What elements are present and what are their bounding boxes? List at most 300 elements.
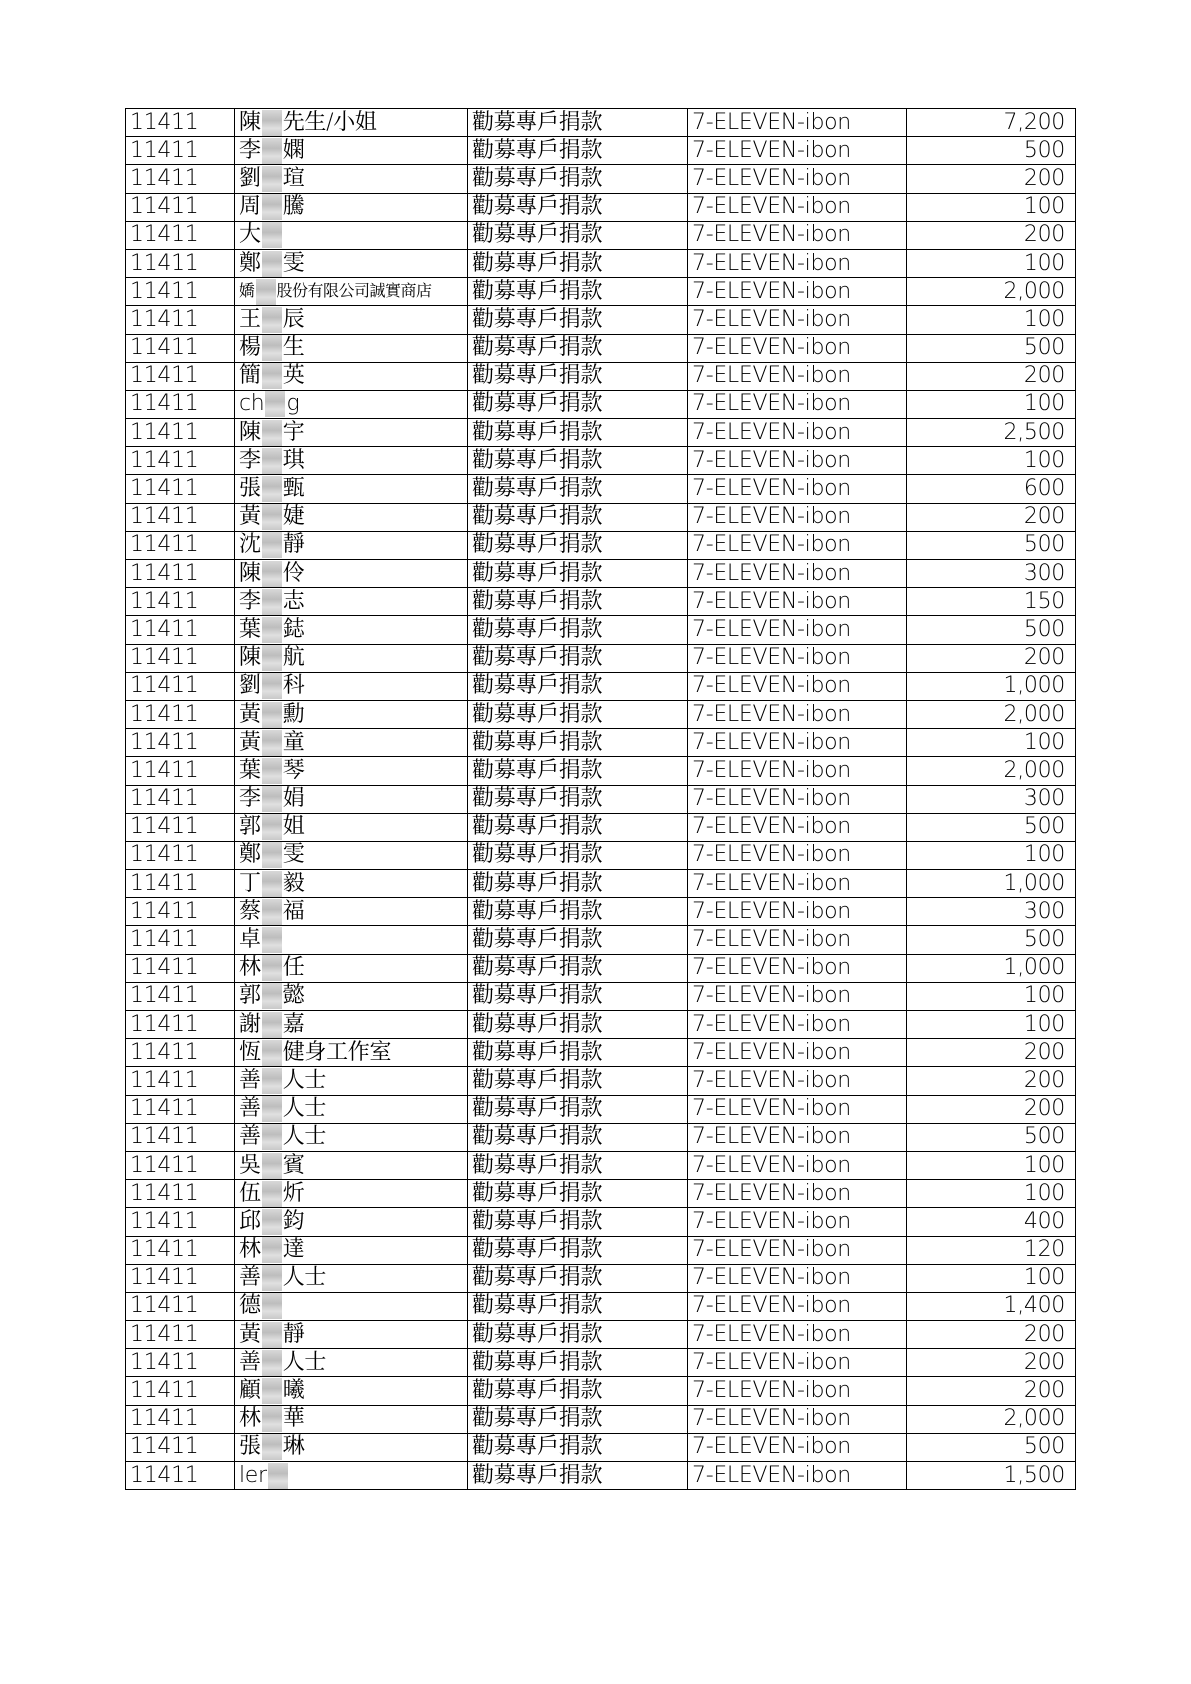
donor-name-first: 黃 <box>239 1321 261 1347</box>
donor-name-first: 林 <box>239 955 261 981</box>
donor-name-first: 李 <box>239 786 261 812</box>
amount-cell: 100 <box>907 1180 1076 1208</box>
donation-type-cell: 勸募專戶捐款 <box>468 1095 688 1123</box>
donor-name-cell <box>235 616 468 644</box>
table-row <box>126 278 1076 306</box>
amount-cell: 1,000 <box>907 672 1076 700</box>
payment-channel-cell: 7-ELEVEN-ibon <box>688 137 907 165</box>
donation-type-cell: 勸募專戶捐款 <box>468 588 688 616</box>
receipt-code-cell: 11411 <box>126 1264 235 1292</box>
amount-cell: 200 <box>907 1067 1076 1095</box>
amount-cell: 200 <box>907 221 1076 249</box>
receipt-code-cell: 11411 <box>126 447 235 475</box>
donor-name-cell <box>235 1405 468 1433</box>
donor-name-first: 善 <box>239 1265 261 1291</box>
amount-cell: 500 <box>907 616 1076 644</box>
table-row <box>126 1349 1076 1377</box>
donor-name-first: 葉 <box>239 616 261 642</box>
donor-name-first: 卓 <box>239 927 261 953</box>
receipt-code-cell: 11411 <box>126 165 235 193</box>
payment-channel-cell: 7-ELEVEN-ibon <box>688 249 907 277</box>
redaction-mask <box>262 1181 282 1207</box>
donor-name-rest: 英 <box>282 363 305 389</box>
donation-type-cell: 勸募專戶捐款 <box>468 249 688 277</box>
donor-name-cell <box>235 1039 468 1067</box>
table-row <box>126 165 1076 193</box>
donation-type-cell: 勸募專戶捐款 <box>468 644 688 672</box>
donation-table-body <box>126 109 1076 1490</box>
donor-name-rest: 辰 <box>282 306 305 332</box>
redaction-mask <box>262 1153 282 1179</box>
payment-channel-cell: 7-ELEVEN-ibon <box>688 1377 907 1405</box>
donor-name-rest: 雯 <box>282 250 305 276</box>
donor-name-cell <box>235 503 468 531</box>
redaction-mask <box>262 673 282 699</box>
donor-name-cell <box>235 306 468 334</box>
table-row <box>126 926 1076 954</box>
donor-name-first: 陳 <box>239 109 261 135</box>
amount-cell: 500 <box>907 531 1076 559</box>
redaction-mask <box>262 1293 282 1319</box>
table-row <box>126 306 1076 334</box>
receipt-code-cell: 11411 <box>126 1321 235 1349</box>
redaction-mask <box>265 391 285 417</box>
donor-name-first: 葉 <box>239 757 261 783</box>
amount-cell: 500 <box>907 926 1076 954</box>
donor-name-cell <box>235 193 468 221</box>
receipt-code-cell: 11411 <box>126 193 235 221</box>
donor-name-rest: 鋕 <box>282 616 305 642</box>
donor-name-rest: 童 <box>282 729 305 755</box>
donor-name-cell <box>235 729 468 757</box>
receipt-code-cell: 11411 <box>126 898 235 926</box>
amount-cell: 300 <box>907 785 1076 813</box>
amount-cell: 7,200 <box>907 109 1076 137</box>
payment-channel-cell: 7-ELEVEN-ibon <box>688 870 907 898</box>
donor-name-rest: 華 <box>282 1406 305 1432</box>
amount-cell: 600 <box>907 475 1076 503</box>
donor-name-first: 陳 <box>239 419 261 445</box>
table-row <box>126 757 1076 785</box>
donor-name-first: 李 <box>239 447 261 473</box>
donor-name-first: 周 <box>239 194 261 220</box>
donor-name-cell <box>235 982 468 1010</box>
table-row <box>126 672 1076 700</box>
donation-type-cell: 勸募專戶捐款 <box>468 926 688 954</box>
donor-name-first: 郭 <box>239 983 261 1009</box>
redaction-mask <box>262 561 282 587</box>
donation-type-cell: 勸募專戶捐款 <box>468 1433 688 1461</box>
payment-channel-cell: 7-ELEVEN-ibon <box>688 672 907 700</box>
table-row <box>126 390 1076 418</box>
donation-type-cell: 勸募專戶捐款 <box>468 475 688 503</box>
donation-type-cell: 勸募專戶捐款 <box>468 841 688 869</box>
table-row <box>126 1236 1076 1264</box>
redaction-mask <box>262 1378 282 1404</box>
redaction-mask <box>262 476 282 502</box>
donor-name-rest: 生 <box>282 335 305 361</box>
payment-channel-cell: 7-ELEVEN-ibon <box>688 560 907 588</box>
table-row <box>126 1405 1076 1433</box>
table-row <box>126 841 1076 869</box>
table-row <box>126 813 1076 841</box>
donor-name-rest: 雯 <box>282 842 305 868</box>
donor-name-cell <box>235 841 468 869</box>
table-row <box>126 644 1076 672</box>
donation-type-cell: 勸募專戶捐款 <box>468 954 688 982</box>
donor-name-rest: 伶 <box>282 560 305 586</box>
donation-type-cell: 勸募專戶捐款 <box>468 982 688 1010</box>
donor-name-cell <box>235 560 468 588</box>
donor-name-rest: 娟 <box>282 786 305 812</box>
donor-name-cell <box>235 813 468 841</box>
amount-cell: 100 <box>907 982 1076 1010</box>
amount-cell: 150 <box>907 588 1076 616</box>
donor-name-first: 劉 <box>239 673 261 699</box>
table-row <box>126 1039 1076 1067</box>
donor-name-cell <box>235 475 468 503</box>
donation-type-cell: 勸募專戶捐款 <box>468 1039 688 1067</box>
receipt-code-cell: 11411 <box>126 1405 235 1433</box>
donor-name-cell <box>235 1067 468 1095</box>
donor-name-rest: 科 <box>282 673 305 699</box>
redaction-mask <box>262 1322 282 1348</box>
donation-type-cell: 勸募專戶捐款 <box>468 1349 688 1377</box>
amount-cell: 1,000 <box>907 870 1076 898</box>
donor-name-cell <box>235 1208 468 1236</box>
redaction-mask <box>262 504 282 530</box>
amount-cell: 200 <box>907 644 1076 672</box>
redaction-mask <box>262 138 282 164</box>
donor-name-rest: 人士 <box>282 1124 327 1150</box>
redaction-mask <box>262 110 282 136</box>
table-row <box>126 249 1076 277</box>
table-row <box>126 334 1076 362</box>
payment-channel-cell: 7-ELEVEN-ibon <box>688 165 907 193</box>
redaction-mask <box>262 617 282 643</box>
table-row <box>126 1180 1076 1208</box>
donation-type-cell: 勸募專戶捐款 <box>468 137 688 165</box>
donor-name-cell <box>235 1462 468 1490</box>
donor-name-first: 沈 <box>239 532 261 558</box>
donor-name-rest: 琳 <box>282 1434 305 1460</box>
redaction-mask <box>262 842 282 868</box>
donation-type-cell: 勸募專戶捐款 <box>468 193 688 221</box>
donor-name-first: 善 <box>239 1124 261 1150</box>
donor-name-first: 李 <box>239 588 261 614</box>
receipt-code-cell: 11411 <box>126 785 235 813</box>
donor-name-rest: 賓 <box>282 1152 305 1178</box>
amount-cell: 1,000 <box>907 954 1076 982</box>
payment-channel-cell: 7-ELEVEN-ibon <box>688 278 907 306</box>
payment-channel-cell: 7-ELEVEN-ibon <box>688 813 907 841</box>
receipt-code-cell: 11411 <box>126 221 235 249</box>
amount-cell: 500 <box>907 813 1076 841</box>
donation-type-cell: 勸募專戶捐款 <box>468 109 688 137</box>
table-row <box>126 137 1076 165</box>
donation-type-cell: 勸募專戶捐款 <box>468 1208 688 1236</box>
donor-name-rest: 航 <box>282 645 305 671</box>
table-row <box>126 1151 1076 1179</box>
redaction-mask <box>256 279 276 305</box>
donor-name-first: 陳 <box>239 645 261 671</box>
redaction-mask <box>262 363 282 389</box>
donation-type-cell: 勸募專戶捐款 <box>468 531 688 559</box>
donation-type-cell: 勸募專戶捐款 <box>468 870 688 898</box>
donor-name-rest: 姐 <box>282 814 305 840</box>
table-row <box>126 1433 1076 1461</box>
receipt-code-cell: 11411 <box>126 1292 235 1320</box>
payment-channel-cell: 7-ELEVEN-ibon <box>688 221 907 249</box>
payment-channel-cell: 7-ELEVEN-ibon <box>688 1292 907 1320</box>
donor-name-first: ler <box>239 1462 267 1488</box>
donation-type-cell: 勸募專戶捐款 <box>468 362 688 390</box>
payment-channel-cell: 7-ELEVEN-ibon <box>688 1151 907 1179</box>
donor-name-first: 鄭 <box>239 250 261 276</box>
receipt-code-cell: 11411 <box>126 1208 235 1236</box>
redaction-mask <box>262 1209 282 1235</box>
receipt-code-cell: 11411 <box>126 278 235 306</box>
donor-name-cell <box>235 757 468 785</box>
amount-cell: 2,000 <box>907 278 1076 306</box>
donor-name-rest: 人士 <box>282 1265 327 1291</box>
donor-name-cell <box>235 1321 468 1349</box>
redaction-mask <box>262 786 282 812</box>
donor-name-first: 德 <box>239 1293 261 1319</box>
donor-name-first: 顧 <box>239 1378 261 1404</box>
donor-name-rest: 勳 <box>282 701 305 727</box>
donor-name-cell <box>235 362 468 390</box>
donor-name-cell <box>235 249 468 277</box>
redaction-mask <box>262 730 282 756</box>
receipt-code-cell: 11411 <box>126 1011 235 1039</box>
redaction-mask <box>262 1096 282 1122</box>
donor-name-rest: 甄 <box>282 476 305 502</box>
donor-name-first: ch <box>239 391 265 417</box>
payment-channel-cell: 7-ELEVEN-ibon <box>688 729 907 757</box>
donor-name-cell <box>235 419 468 447</box>
payment-channel-cell: 7-ELEVEN-ibon <box>688 1208 907 1236</box>
donor-name-rest: 志 <box>282 588 305 614</box>
donation-table <box>125 108 1076 1490</box>
donor-name-cell <box>235 1095 468 1123</box>
donor-name-rest: 人士 <box>282 1067 327 1093</box>
donor-name-cell <box>235 870 468 898</box>
receipt-code-cell: 11411 <box>126 982 235 1010</box>
amount-cell: 200 <box>907 1039 1076 1067</box>
donor-name-cell <box>235 165 468 193</box>
table-row <box>126 729 1076 757</box>
donation-type-cell: 勸募專戶捐款 <box>468 1292 688 1320</box>
donation-type-cell: 勸募專戶捐款 <box>468 1123 688 1151</box>
receipt-code-cell: 11411 <box>126 1180 235 1208</box>
redaction-mask <box>262 814 282 840</box>
amount-cell: 2,000 <box>907 700 1076 728</box>
donor-name-rest: 靜 <box>282 1321 305 1347</box>
donor-name-rest: 健身工作室 <box>282 1039 392 1065</box>
donor-name-rest: 人士 <box>282 1349 327 1375</box>
donor-name-rest: 福 <box>282 898 305 924</box>
donor-name-rest: 靜 <box>282 532 305 558</box>
payment-channel-cell: 7-ELEVEN-ibon <box>688 1123 907 1151</box>
table-row <box>126 1123 1076 1151</box>
table-row <box>126 1321 1076 1349</box>
donor-name-cell <box>235 588 468 616</box>
table-row <box>126 503 1076 531</box>
donation-type-cell: 勸募專戶捐款 <box>468 221 688 249</box>
redaction-mask <box>262 645 282 671</box>
donor-name-first: 吳 <box>239 1152 261 1178</box>
receipt-code-cell: 11411 <box>126 729 235 757</box>
payment-channel-cell: 7-ELEVEN-ibon <box>688 1405 907 1433</box>
amount-cell: 100 <box>907 1264 1076 1292</box>
donation-type-cell: 勸募專戶捐款 <box>468 757 688 785</box>
donor-name-rest: 曦 <box>282 1378 305 1404</box>
amount-cell: 1,400 <box>907 1292 1076 1320</box>
donor-name-first: 伍 <box>239 1180 261 1206</box>
donation-type-cell: 勸募專戶捐款 <box>468 898 688 926</box>
amount-cell: 200 <box>907 1095 1076 1123</box>
donor-name-first: 嬌 <box>239 281 255 301</box>
table-row <box>126 870 1076 898</box>
redaction-mask <box>262 194 282 220</box>
payment-channel-cell: 7-ELEVEN-ibon <box>688 1321 907 1349</box>
table-row <box>126 475 1076 503</box>
donor-name-rest: g <box>286 391 300 417</box>
donor-name-cell <box>235 109 468 137</box>
payment-channel-cell: 7-ELEVEN-ibon <box>688 1349 907 1377</box>
receipt-code-cell: 11411 <box>126 954 235 982</box>
donor-name-rest: 鈞 <box>282 1208 305 1234</box>
table-row <box>126 531 1076 559</box>
receipt-code-cell: 11411 <box>126 390 235 418</box>
table-row <box>126 1208 1076 1236</box>
redaction-mask <box>262 251 282 277</box>
donor-name-first: 楊 <box>239 335 261 361</box>
amount-cell: 100 <box>907 193 1076 221</box>
donor-name-first: 陳 <box>239 560 261 586</box>
receipt-code-cell: 11411 <box>126 306 235 334</box>
payment-channel-cell: 7-ELEVEN-ibon <box>688 898 907 926</box>
redaction-mask <box>262 1124 282 1150</box>
payment-channel-cell: 7-ELEVEN-ibon <box>688 419 907 447</box>
receipt-code-cell: 11411 <box>126 644 235 672</box>
donor-name-cell <box>235 1011 468 1039</box>
amount-cell: 500 <box>907 1433 1076 1461</box>
donor-name-first: 李 <box>239 137 261 163</box>
table-row <box>126 1377 1076 1405</box>
donor-name-first: 劉 <box>239 165 261 191</box>
amount-cell: 200 <box>907 1377 1076 1405</box>
redaction-mask <box>262 758 282 784</box>
donation-type-cell: 勸募專戶捐款 <box>468 672 688 700</box>
receipt-code-cell: 11411 <box>126 1151 235 1179</box>
donor-name-rest: 先生/小姐 <box>282 109 377 135</box>
donation-type-cell: 勸募專戶捐款 <box>468 616 688 644</box>
redaction-mask <box>262 1350 282 1376</box>
table-row <box>126 1011 1076 1039</box>
amount-cell: 200 <box>907 362 1076 390</box>
donor-name-rest: 嘉 <box>282 1011 305 1037</box>
donor-name-first: 謝 <box>239 1011 261 1037</box>
receipt-code-cell: 11411 <box>126 475 235 503</box>
donor-name-first: 郭 <box>239 814 261 840</box>
receipt-code-cell: 11411 <box>126 334 235 362</box>
donor-name-rest: 炘 <box>282 1180 305 1206</box>
receipt-code-cell: 11411 <box>126 362 235 390</box>
donation-type-cell: 勸募專戶捐款 <box>468 1264 688 1292</box>
amount-cell: 100 <box>907 729 1076 757</box>
payment-channel-cell: 7-ELEVEN-ibon <box>688 475 907 503</box>
table-row <box>126 982 1076 1010</box>
receipt-code-cell: 11411 <box>126 672 235 700</box>
table-row <box>126 221 1076 249</box>
redaction-mask <box>262 871 282 897</box>
amount-cell: 200 <box>907 165 1076 193</box>
receipt-code-cell: 11411 <box>126 560 235 588</box>
donation-type-cell: 勸募專戶捐款 <box>468 1405 688 1433</box>
payment-channel-cell: 7-ELEVEN-ibon <box>688 1462 907 1490</box>
amount-cell: 2,500 <box>907 419 1076 447</box>
donation-type-cell: 勸募專戶捐款 <box>468 278 688 306</box>
donor-name-cell <box>235 700 468 728</box>
donor-name-first: 林 <box>239 1237 261 1263</box>
payment-channel-cell: 7-ELEVEN-ibon <box>688 362 907 390</box>
donor-name-rest: 人士 <box>282 1096 327 1122</box>
amount-cell: 200 <box>907 503 1076 531</box>
redaction-mask <box>262 589 282 615</box>
donor-name-first: 善 <box>239 1349 261 1375</box>
donor-name-cell <box>235 278 468 306</box>
amount-cell: 200 <box>907 1349 1076 1377</box>
redaction-mask <box>262 222 282 248</box>
table-row <box>126 588 1076 616</box>
redaction-mask <box>262 335 282 361</box>
payment-channel-cell: 7-ELEVEN-ibon <box>688 1011 907 1039</box>
receipt-code-cell: 11411 <box>126 926 235 954</box>
payment-channel-cell: 7-ELEVEN-ibon <box>688 1236 907 1264</box>
redaction-mask <box>262 983 282 1009</box>
amount-cell: 100 <box>907 306 1076 334</box>
redaction-mask <box>262 1068 282 1094</box>
donation-type-cell: 勸募專戶捐款 <box>468 1236 688 1264</box>
donor-name-first: 黃 <box>239 504 261 530</box>
payment-channel-cell: 7-ELEVEN-ibon <box>688 616 907 644</box>
receipt-code-cell: 11411 <box>126 588 235 616</box>
payment-channel-cell: 7-ELEVEN-ibon <box>688 841 907 869</box>
redaction-mask <box>262 1040 282 1066</box>
donor-name-first: 林 <box>239 1406 261 1432</box>
redaction-mask <box>262 307 282 333</box>
donation-type-cell: 勸募專戶捐款 <box>468 1151 688 1179</box>
donor-name-cell <box>235 954 468 982</box>
donor-name-first: 簡 <box>239 363 261 389</box>
amount-cell: 120 <box>907 1236 1076 1264</box>
donor-name-cell <box>235 644 468 672</box>
donor-name-cell <box>235 1264 468 1292</box>
receipt-code-cell: 11411 <box>126 503 235 531</box>
amount-cell: 500 <box>907 1123 1076 1151</box>
payment-channel-cell: 7-ELEVEN-ibon <box>688 503 907 531</box>
donor-name-cell <box>235 390 468 418</box>
amount-cell: 2,000 <box>907 757 1076 785</box>
table-row <box>126 1067 1076 1095</box>
payment-channel-cell: 7-ELEVEN-ibon <box>688 1039 907 1067</box>
donation-type-cell: 勸募專戶捐款 <box>468 813 688 841</box>
receipt-code-cell: 11411 <box>126 249 235 277</box>
donor-name-rest: 婕 <box>282 504 305 530</box>
donor-name-rest: 股份有限公司誠實商店 <box>276 281 432 301</box>
